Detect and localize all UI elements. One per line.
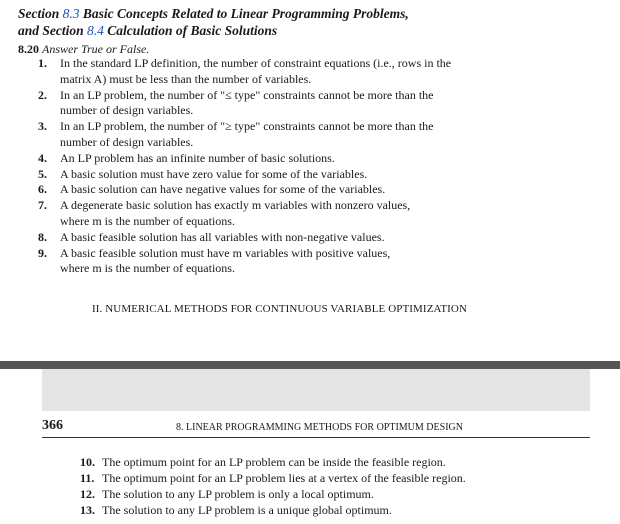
section-heading-line-1 — [18, 6, 409, 22]
question-text-line: number of design variables. — [60, 134, 194, 149]
question-number: 8. — [38, 229, 47, 244]
page-separator-gray — [42, 369, 590, 411]
question-number: 3. — [38, 119, 47, 134]
section-8-3-link[interactable]: 8.3 — [62, 6, 80, 21]
header-rule — [42, 437, 590, 438]
question-text: The solution to any LP problem is a unique global optimum. — [102, 503, 392, 517]
exercise-number: 8.20 — [18, 42, 39, 56]
question-number: 9. — [38, 245, 47, 260]
question-item — [80, 454, 466, 470]
question-text-line: where m is the number of equations. — [60, 261, 235, 276]
heading-title-2: Calculation of Basic Solutions — [103, 23, 278, 38]
question-text: The optimum point for an LP problem can be inside the feasible region. — [102, 455, 446, 469]
chapter-running-head: 8. LINEAR PROGRAMMING METHODS FOR OPTIMUM DESIGN — [176, 422, 463, 433]
question-text: The solution to any LP problem is only a local optimum. — [102, 487, 374, 501]
question-text-line: In the standard LP definition, the number of constraint equations (i.e., rows in the — [60, 56, 452, 70]
question-number: 13. — [80, 503, 95, 517]
exercise-header — [18, 42, 149, 56]
question-number: 7. — [38, 198, 47, 213]
question-item — [38, 182, 451, 198]
heading-prefix-1: Section — [18, 6, 63, 21]
question-item — [80, 502, 466, 518]
question-item — [38, 198, 451, 230]
question-text-line: An LP problem has an infinite number of basic solutions. — [60, 150, 335, 165]
part-running-head: II. NUMERICAL METHODS FOR CONTINUOUS VARIABLE OPTIMIZATION — [92, 303, 468, 315]
question-list-continued — [80, 454, 466, 518]
heading-prefix-2: and Section — [18, 23, 88, 38]
question-number: 4. — [38, 150, 47, 165]
question-list — [38, 56, 451, 277]
question-text-line: A basic solution can have negative values for some of the variables. — [60, 182, 386, 197]
question-text-line: number of design variables. — [60, 103, 194, 118]
question-number: 11. — [80, 471, 95, 485]
heading-title-1: Basic Concepts Related to Linear Programming Problems, — [79, 6, 409, 21]
question-text-line: where m is the number of equations. — [60, 213, 235, 228]
question-item — [38, 167, 451, 183]
question-item — [38, 246, 451, 278]
question-text-line: In an LP problem, the number of "≤ type" constraints cannot be more than the — [60, 87, 434, 102]
question-number: 2. — [38, 87, 47, 102]
question-item — [80, 470, 466, 486]
question-number: 1. — [38, 56, 47, 70]
page-separator-dark — [0, 361, 620, 369]
page-number: 366 — [42, 418, 63, 433]
question-text-line: matrix A) must be less than the number of variables. — [60, 71, 312, 86]
question-item — [38, 56, 451, 88]
question-item — [38, 88, 451, 120]
question-item — [80, 486, 466, 502]
question-item — [38, 151, 451, 167]
question-item — [38, 230, 451, 246]
exercise-instruction: Answer True or False. — [42, 42, 150, 56]
section-8-4-link[interactable]: 8.4 — [87, 23, 104, 38]
question-text-line: A basic solution must have zero value for some of the variables. — [60, 166, 368, 181]
question-text-line: In an LP problem, the number of "≥ type" constraints cannot be more than the — [60, 119, 434, 134]
question-item — [38, 119, 451, 151]
question-number: 5. — [38, 166, 47, 181]
question-number: 12. — [80, 487, 95, 501]
question-text-line: A basic feasible solution must have m variables with positive values, — [60, 245, 391, 260]
question-number: 10. — [80, 455, 95, 469]
section-heading-line-2 — [18, 23, 277, 39]
question-text-line: A degenerate basic solution has exactly m variables with nonzero values, — [60, 198, 411, 213]
question-number: 6. — [38, 182, 47, 197]
question-text: The optimum point for an LP problem lies at a vertex of the feasible region. — [102, 471, 466, 485]
question-text-line: A basic feasible solution has all variables with non-negative values. — [60, 229, 385, 244]
